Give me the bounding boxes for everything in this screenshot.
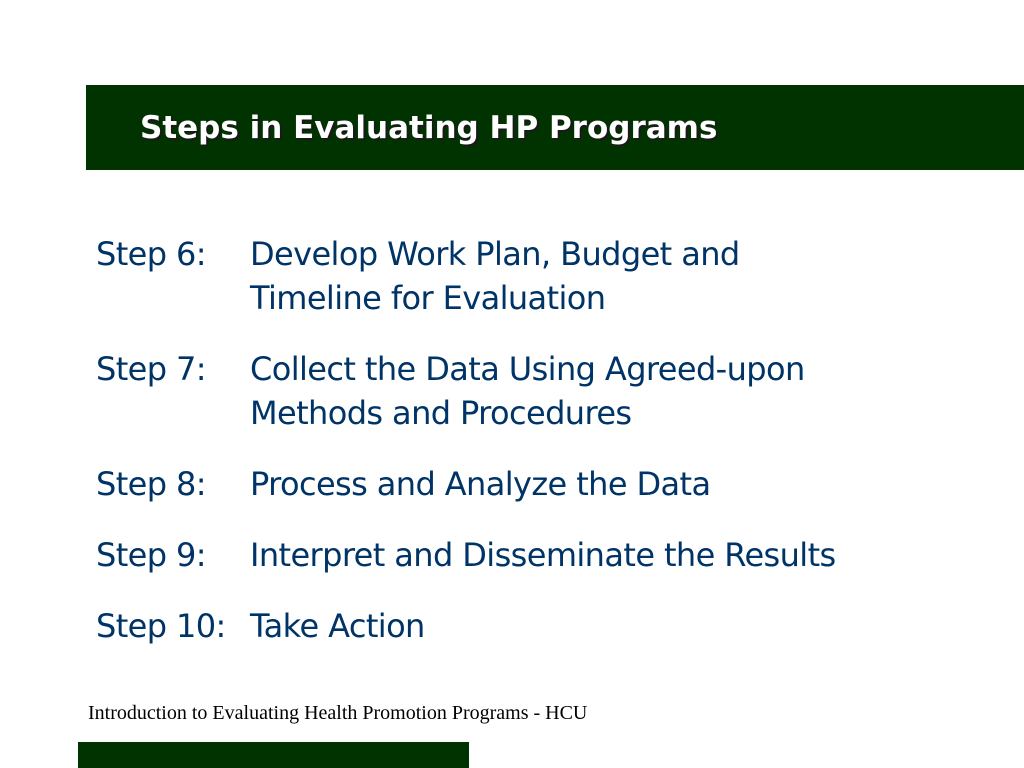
step-label: Step 8: <box>96 465 206 503</box>
step-text-line: Take Action <box>250 607 425 645</box>
step-text-line: Develop Work Plan, Budget and <box>250 235 740 273</box>
step-label: Step 7: <box>96 350 206 388</box>
step-item <box>96 604 996 648</box>
step-text-line: Methods and Procedures <box>250 394 632 432</box>
step-text-line: Process and Analyze the Data <box>250 465 711 503</box>
step-label: Step 10: <box>96 607 226 645</box>
step-item <box>96 533 996 577</box>
footer-bar <box>78 742 469 768</box>
step-text <box>250 347 996 435</box>
step-text <box>250 533 996 577</box>
step-text <box>250 232 996 320</box>
step-text <box>250 604 996 648</box>
step-text-line: Interpret and Disseminate the Results <box>250 536 836 574</box>
step-item <box>96 347 996 435</box>
step-item <box>96 462 996 506</box>
step-item <box>96 232 996 320</box>
steps-list <box>96 232 996 675</box>
step-text-line: Collect the Data Using Agreed-upon <box>250 350 805 388</box>
step-label: Step 6: <box>96 235 206 273</box>
step-text <box>250 462 996 506</box>
step-label: Step 9: <box>96 536 206 574</box>
slide-title: Steps in Evaluating HP Programs <box>140 110 718 146</box>
footer-text: Introduction to Evaluating Health Promotion Programs - HCU <box>88 702 588 724</box>
step-text-line: Timeline for Evaluation <box>250 279 606 317</box>
